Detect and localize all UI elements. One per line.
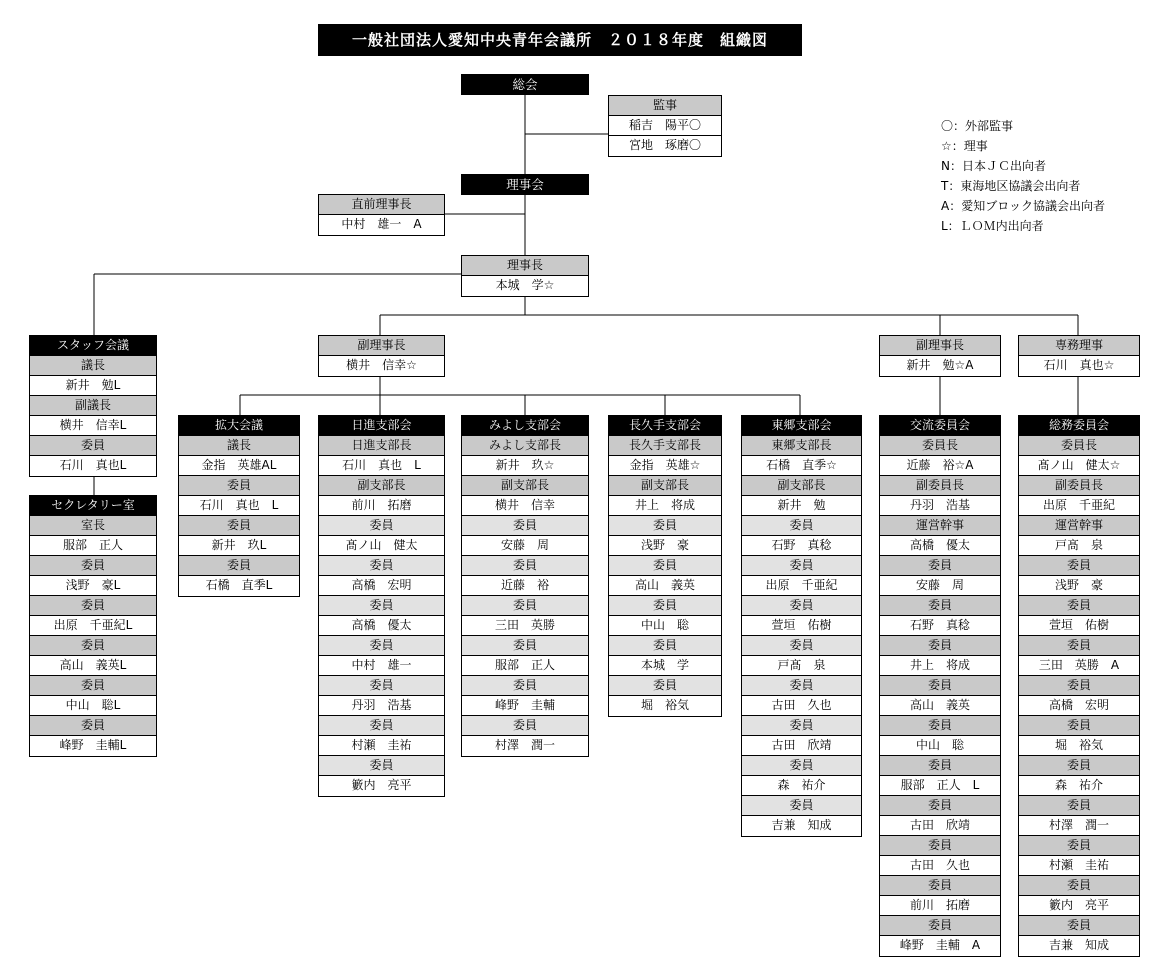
role-label: 委員: [1019, 916, 1139, 936]
member-name: 古田 欣靖: [880, 816, 1000, 836]
prev-president-name: 中村 雄一 A: [319, 215, 444, 235]
role-label: 委員: [742, 516, 861, 536]
board-box: 理事会: [461, 174, 589, 195]
member-name: 森 祐介: [742, 776, 861, 796]
role-label: 東郷支部長: [742, 436, 861, 456]
role-label: 委員: [319, 516, 444, 536]
role-label: 委員: [319, 676, 444, 696]
role-label: 委員: [1019, 716, 1139, 736]
member-name: 高山 義英: [880, 696, 1000, 716]
member-name: 前川 拓磨: [880, 896, 1000, 916]
role-label: 長久手支部長: [609, 436, 721, 456]
legend-item: T：東海地区協議会出向者: [941, 179, 1081, 193]
role-label: 委員: [179, 476, 299, 496]
member-name: 安藤 周: [462, 536, 588, 556]
role-label: 委員: [1019, 796, 1139, 816]
role-label: 委員: [880, 756, 1000, 776]
auditor-member: 稲吉 陽平〇: [609, 116, 721, 136]
role-label: 副委員長: [880, 476, 1000, 496]
role-label: 委員: [742, 756, 861, 776]
role-label: 議長: [179, 436, 299, 456]
president-name: 本城 学☆: [462, 276, 588, 296]
member-name: 新井 玖L: [179, 536, 299, 556]
member-name: 浅野 豪: [1019, 576, 1139, 596]
role-label: 委員: [880, 916, 1000, 936]
member-name: 村瀬 圭祐: [1019, 856, 1139, 876]
member-name: 堀 裕気: [609, 696, 721, 716]
legend-item: A：愛知ブロック協議会出向者: [941, 199, 1105, 213]
nisshin-branch-box: [318, 415, 445, 797]
miyoshi-branch-title: みよし支部会: [462, 416, 588, 436]
secretary-office-title: セクレタリー室: [30, 496, 156, 516]
role-label: 委員: [462, 596, 588, 616]
legend-item: L：ＬＯＭ内出向者: [941, 219, 1044, 233]
role-label: 委員: [880, 836, 1000, 856]
executive-director-box: [1018, 335, 1140, 377]
role-label: 委員: [319, 716, 444, 736]
role-label: 委員: [742, 796, 861, 816]
auditor-head: 監事: [609, 96, 721, 116]
nagakute-branch-box: [608, 415, 722, 717]
member-name: 中山 聡L: [30, 696, 156, 716]
exchange-committee-title: 交流委員会: [880, 416, 1000, 436]
member-name: 籔内 亮平: [319, 776, 444, 796]
member-name: 石野 真稔: [880, 616, 1000, 636]
executive-director-head: 専務理事: [1019, 336, 1139, 356]
role-label: 日進支部長: [319, 436, 444, 456]
role-label: 委員: [1019, 876, 1139, 896]
legend-item: 〇：外部監事: [941, 119, 1014, 133]
role-label: 委員: [880, 596, 1000, 616]
role-label: 委員: [742, 716, 861, 736]
member-name: 峰野 圭輔L: [30, 736, 156, 756]
member-name: 出原 千亜紀: [742, 576, 861, 596]
member-name: 中山 聡: [880, 736, 1000, 756]
member-name: 籔内 亮平: [1019, 896, 1139, 916]
member-name: 丹羽 浩基: [880, 496, 1000, 516]
role-label: 委員: [30, 436, 156, 456]
president-box: [461, 255, 589, 297]
member-name: 高橋 優太: [319, 616, 444, 636]
member-name: 高橋 優太: [880, 536, 1000, 556]
role-label: 委員: [179, 556, 299, 576]
role-label: 運営幹事: [1019, 516, 1139, 536]
role-label: 委員: [880, 796, 1000, 816]
page-title: 一般社団法人愛知中央青年会議所 ２０１８年度 組織図: [318, 24, 802, 56]
role-label: 委員: [880, 716, 1000, 736]
member-name: 丹羽 浩基: [319, 696, 444, 716]
member-name: 髙ノ山 健太☆: [1019, 456, 1139, 476]
member-name: 石橋 直季☆: [742, 456, 861, 476]
role-label: 副支部長: [609, 476, 721, 496]
role-label: 委員: [462, 556, 588, 576]
role-label: 議長: [30, 356, 156, 376]
member-name: 峰野 圭輔: [462, 696, 588, 716]
auditor-box: [608, 95, 722, 157]
role-label: 委員: [1019, 836, 1139, 856]
member-name: 浅野 豪: [609, 536, 721, 556]
role-label: 委員: [742, 676, 861, 696]
role-label: 委員: [319, 756, 444, 776]
member-name: 堀 裕気: [1019, 736, 1139, 756]
member-name: 浅野 豪L: [30, 576, 156, 596]
member-name: 服部 正人 L: [880, 776, 1000, 796]
member-name: 新井 玖☆: [462, 456, 588, 476]
role-label: 委員: [742, 596, 861, 616]
member-name: 村澤 潤一: [1019, 816, 1139, 836]
role-label: 委員: [179, 516, 299, 536]
role-label: 委員: [30, 716, 156, 736]
role-label: 委員: [462, 636, 588, 656]
role-label: 委員: [1019, 556, 1139, 576]
member-name: 戸髙 泉: [742, 656, 861, 676]
member-name: 高山 義英L: [30, 656, 156, 676]
member-name: 本城 学: [609, 656, 721, 676]
member-name: 金指 英雄AL: [179, 456, 299, 476]
role-label: 委員: [742, 556, 861, 576]
role-label: 委員: [609, 596, 721, 616]
member-name: 金指 英雄☆: [609, 456, 721, 476]
member-name: 近藤 裕☆A: [880, 456, 1000, 476]
role-label: 副議長: [30, 396, 156, 416]
role-label: 委員: [1019, 756, 1139, 776]
member-name: 横井 信幸: [462, 496, 588, 516]
vice-president-head: 副理事長: [319, 336, 444, 356]
member-name: 出原 千亜紀: [1019, 496, 1139, 516]
role-label: 委員: [880, 876, 1000, 896]
general-affairs-committee-box: [1018, 415, 1140, 957]
role-label: 委員: [609, 676, 721, 696]
member-name: 三田 英勝: [462, 616, 588, 636]
member-name: 井上 将成: [880, 656, 1000, 676]
member-name: 高橋 宏明: [1019, 696, 1139, 716]
role-label: 委員: [1019, 596, 1139, 616]
role-label: 委員: [462, 716, 588, 736]
role-label: 委員: [1019, 636, 1139, 656]
expanded-meeting-box: [178, 415, 300, 597]
staff-meeting-box: [29, 335, 157, 477]
exchange-committee-box: [879, 415, 1001, 957]
nisshin-branch-title: 日進支部会: [319, 416, 444, 436]
member-name: 峰野 圭輔 A: [880, 936, 1000, 956]
member-name: 吉兼 知成: [742, 816, 861, 836]
role-label: 運営幹事: [880, 516, 1000, 536]
role-label: 委員: [1019, 676, 1139, 696]
role-label: 副支部長: [462, 476, 588, 496]
legend-item: N：日本ＪＣ出向者: [941, 159, 1046, 173]
member-name: 服部 正人: [30, 536, 156, 556]
role-label: 委員: [609, 636, 721, 656]
staff-meeting-title: スタッフ会議: [30, 336, 156, 356]
legend: [941, 116, 1105, 236]
member-name: 森 祐介: [1019, 776, 1139, 796]
role-label: 室長: [30, 516, 156, 536]
role-label: 委員: [319, 556, 444, 576]
vice-president-name: 横井 信幸☆: [319, 356, 444, 376]
general-meeting-box: 総会: [461, 74, 589, 95]
member-name: 中山 聡: [609, 616, 721, 636]
role-label: 副支部長: [319, 476, 444, 496]
member-name: 吉兼 知成: [1019, 936, 1139, 956]
expanded-meeting-title: 拡大会議: [179, 416, 299, 436]
role-label: 委員: [742, 636, 861, 656]
member-name: 石橋 直季L: [179, 576, 299, 596]
member-name: 萱垣 佑樹: [742, 616, 861, 636]
role-label: 委員: [462, 676, 588, 696]
member-name: 古田 欣靖: [742, 736, 861, 756]
member-name: 安藤 周: [880, 576, 1000, 596]
member-name: 戸髙 泉: [1019, 536, 1139, 556]
togo-branch-title: 東郷支部会: [742, 416, 861, 436]
role-label: 委員: [30, 596, 156, 616]
member-name: 三田 英勝 A: [1019, 656, 1139, 676]
executive-director-name: 石川 真也☆: [1019, 356, 1139, 376]
member-name: 新井 勉L: [30, 376, 156, 396]
legend-item: ☆：理事: [941, 139, 988, 153]
prev-president-head: 直前理事長: [319, 195, 444, 215]
role-label: 委員: [462, 516, 588, 536]
member-name: 村瀬 圭祐: [319, 736, 444, 756]
member-name: 中村 雄一: [319, 656, 444, 676]
general-affairs-committee-title: 総務委員会: [1019, 416, 1139, 436]
member-name: 古田 久也: [880, 856, 1000, 876]
member-name: 高山 義英: [609, 576, 721, 596]
vice-president-head: 副理事長: [880, 336, 1000, 356]
member-name: 横井 信幸L: [30, 416, 156, 436]
role-label: 委員: [30, 676, 156, 696]
role-label: 委員: [609, 516, 721, 536]
member-name: 出原 千亜紀L: [30, 616, 156, 636]
member-name: 服部 正人: [462, 656, 588, 676]
role-label: 委員長: [1019, 436, 1139, 456]
member-name: 近藤 裕: [462, 576, 588, 596]
role-label: 委員: [880, 556, 1000, 576]
president-head: 理事長: [462, 256, 588, 276]
member-name: 高橋 宏明: [319, 576, 444, 596]
member-name: 新井 勉: [742, 496, 861, 516]
member-name: 石野 真稔: [742, 536, 861, 556]
miyoshi-branch-box: [461, 415, 589, 757]
prev-president-box: [318, 194, 445, 236]
member-name: 石川 真也 L: [319, 456, 444, 476]
role-label: 委員: [319, 636, 444, 656]
role-label: 委員: [880, 636, 1000, 656]
member-name: 井上 将成: [609, 496, 721, 516]
role-label: 副委員長: [1019, 476, 1139, 496]
member-name: 村澤 潤一: [462, 736, 588, 756]
vice-president-name: 新井 勉☆A: [880, 356, 1000, 376]
role-label: 委員: [30, 556, 156, 576]
member-name: 前川 拓磨: [319, 496, 444, 516]
role-label: 副支部長: [742, 476, 861, 496]
vice-president-box-2: [879, 335, 1001, 377]
auditor-member: 宮地 琢磨〇: [609, 136, 721, 156]
role-label: 委員: [880, 676, 1000, 696]
member-name: 髙ノ山 健太: [319, 536, 444, 556]
member-name: 萱垣 佑樹: [1019, 616, 1139, 636]
role-label: 委員: [609, 556, 721, 576]
role-label: 委員長: [880, 436, 1000, 456]
member-name: 石川 真也 L: [179, 496, 299, 516]
member-name: 石川 真也L: [30, 456, 156, 476]
vice-president-box: [318, 335, 445, 377]
member-name: 古田 久也: [742, 696, 861, 716]
role-label: 委員: [30, 636, 156, 656]
secretary-office-box: [29, 495, 157, 757]
role-label: 委員: [319, 596, 444, 616]
role-label: みよし支部長: [462, 436, 588, 456]
nagakute-branch-title: 長久手支部会: [609, 416, 721, 436]
togo-branch-box: [741, 415, 862, 837]
